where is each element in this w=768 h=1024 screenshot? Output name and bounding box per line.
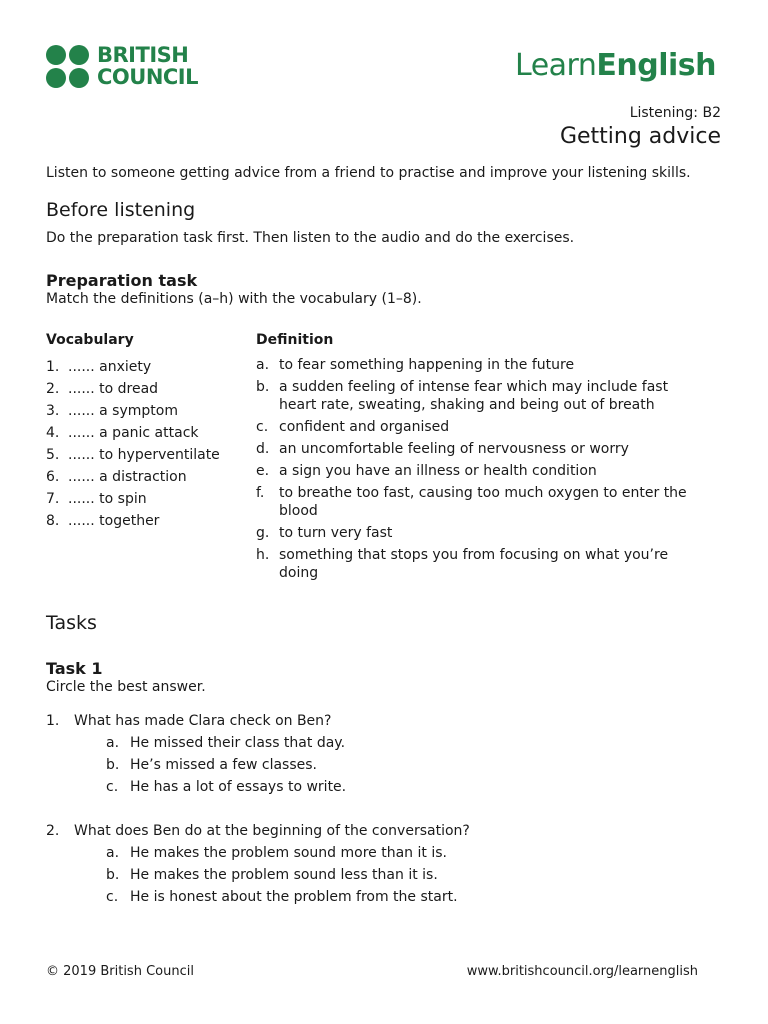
definition-item bbox=[256, 378, 696, 414]
vocab-text: ...... anxiety bbox=[68, 359, 152, 375]
learn-prefix: Learn bbox=[515, 48, 597, 83]
answer-option[interactable] bbox=[46, 842, 706, 864]
vocabulary-list bbox=[46, 356, 246, 532]
definition-item bbox=[256, 462, 696, 480]
definition-item bbox=[256, 546, 696, 582]
definition-text: confident and organised bbox=[279, 419, 450, 435]
option-letter: c. bbox=[106, 889, 119, 905]
question-number: 1. bbox=[46, 713, 60, 729]
question-text: What has made Clara check on Ben? bbox=[74, 713, 332, 729]
option-letter: b. bbox=[106, 757, 120, 773]
option-letter: a. bbox=[106, 845, 120, 861]
question-2 bbox=[46, 820, 706, 908]
vocabulary-item bbox=[46, 466, 246, 488]
vocab-text: ...... to spin bbox=[68, 491, 147, 507]
option-text: He missed their class that day. bbox=[130, 735, 346, 751]
answer-option[interactable] bbox=[46, 754, 706, 776]
option-text: He makes the problem sound more than it is. bbox=[130, 845, 447, 861]
option-text: He is honest about the problem from the start. bbox=[130, 889, 458, 905]
logo-dot bbox=[46, 45, 66, 65]
learnenglish-logo bbox=[515, 48, 716, 83]
vocab-number: 4. bbox=[46, 425, 60, 441]
logo-dot bbox=[46, 68, 66, 88]
answer-option[interactable] bbox=[46, 776, 706, 798]
answer-option[interactable] bbox=[46, 732, 706, 754]
vocabulary-item bbox=[46, 378, 246, 400]
vocabulary-column-header: Vocabulary bbox=[46, 332, 134, 348]
definition-text: to turn very fast bbox=[279, 525, 393, 541]
definition-list bbox=[256, 356, 696, 586]
option-letter: b. bbox=[106, 867, 120, 883]
definition-letter: a. bbox=[256, 357, 270, 373]
question-1 bbox=[46, 710, 706, 798]
vocabulary-item bbox=[46, 488, 246, 510]
before-listening-text: Do the preparation task first. Then listen to the audio and do the exercises. bbox=[46, 230, 575, 246]
definition-text: a sudden feeling of intense fear which may include fast heart rate, sweating, shaking and being out of breath bbox=[279, 379, 669, 413]
definition-letter: c. bbox=[256, 419, 269, 435]
vocab-text: ...... a symptom bbox=[68, 403, 178, 419]
vocab-number: 6. bbox=[46, 469, 60, 485]
question-text-row bbox=[46, 710, 706, 732]
vocab-text: ...... a panic attack bbox=[68, 425, 199, 441]
option-text: He makes the problem sound less than it is. bbox=[130, 867, 438, 883]
definition-letter: b. bbox=[256, 379, 270, 395]
vocab-text: ...... a distraction bbox=[68, 469, 187, 485]
answer-option[interactable] bbox=[46, 886, 706, 908]
footer-copyright: © 2019 British Council bbox=[46, 964, 194, 979]
definition-text: to breathe too fast, causing too much oxygen to enter the blood bbox=[279, 485, 687, 519]
definition-text: an uncomfortable feeling of nervousness or worry bbox=[279, 441, 629, 457]
page-title: Getting advice bbox=[559, 124, 721, 149]
level-label: Listening: B2 bbox=[629, 105, 721, 121]
option-letter: a. bbox=[106, 735, 120, 751]
footer-url[interactable]: www.britishcouncil.org/learnenglish bbox=[466, 964, 698, 979]
definition-item bbox=[256, 418, 696, 436]
logo-line-2: COUNCIL bbox=[97, 65, 198, 89]
vocab-text: ...... together bbox=[68, 513, 160, 529]
vocabulary-item bbox=[46, 400, 246, 422]
vocabulary-item bbox=[46, 510, 246, 532]
logo-line-1: BRITISH bbox=[97, 43, 189, 67]
definition-letter: e. bbox=[256, 463, 270, 479]
answer-option[interactable] bbox=[46, 864, 706, 886]
task-1-heading: Task 1 bbox=[46, 659, 103, 678]
option-text: He has a lot of essays to write. bbox=[130, 779, 347, 795]
vocab-number: 2. bbox=[46, 381, 60, 397]
vocab-number: 1. bbox=[46, 359, 60, 375]
learn-suffix: English bbox=[596, 48, 716, 83]
intro-text: Listen to someone getting advice from a friend to practise and improve your listening skills. bbox=[46, 165, 691, 181]
definition-item bbox=[256, 440, 696, 458]
question-number: 2. bbox=[46, 823, 60, 839]
before-listening-heading: Before listening bbox=[46, 199, 196, 221]
question-text-row bbox=[46, 820, 706, 842]
definition-text: to fear something happening in the future bbox=[279, 357, 575, 373]
definition-letter: f. bbox=[256, 485, 265, 501]
definition-item bbox=[256, 484, 696, 520]
definition-column-header: Definition bbox=[256, 332, 334, 348]
logo-dots-icon bbox=[46, 45, 89, 88]
tasks-heading: Tasks bbox=[46, 612, 97, 634]
definition-item bbox=[256, 524, 696, 542]
definition-letter: d. bbox=[256, 441, 270, 457]
vocabulary-item bbox=[46, 356, 246, 378]
definition-letter: h. bbox=[256, 547, 270, 563]
british-council-logo bbox=[46, 42, 198, 90]
vocab-number: 8. bbox=[46, 513, 60, 529]
definition-text: a sign you have an illness or health condition bbox=[279, 463, 597, 479]
logo-dot bbox=[69, 45, 89, 65]
vocab-number: 5. bbox=[46, 447, 60, 463]
definition-item bbox=[256, 356, 696, 374]
vocab-number: 3. bbox=[46, 403, 60, 419]
vocabulary-item bbox=[46, 444, 246, 466]
option-text: He’s missed a few classes. bbox=[130, 757, 317, 773]
definition-letter: g. bbox=[256, 525, 270, 541]
vocab-number: 7. bbox=[46, 491, 60, 507]
option-letter: c. bbox=[106, 779, 119, 795]
task-1-instruction: Circle the best answer. bbox=[46, 679, 206, 695]
logo-text bbox=[97, 44, 198, 88]
vocab-text: ...... to dread bbox=[68, 381, 159, 397]
preparation-instruction: Match the definitions (a–h) with the vocabulary (1–8). bbox=[46, 291, 422, 307]
vocab-text: ...... to hyperventilate bbox=[68, 447, 220, 463]
preparation-task-heading: Preparation task bbox=[46, 271, 198, 290]
logo-dot bbox=[69, 68, 89, 88]
question-text: What does Ben do at the beginning of the conversation? bbox=[74, 823, 470, 839]
vocabulary-item bbox=[46, 422, 246, 444]
definition-text: something that stops you from focusing on what you’re doing bbox=[279, 547, 669, 581]
